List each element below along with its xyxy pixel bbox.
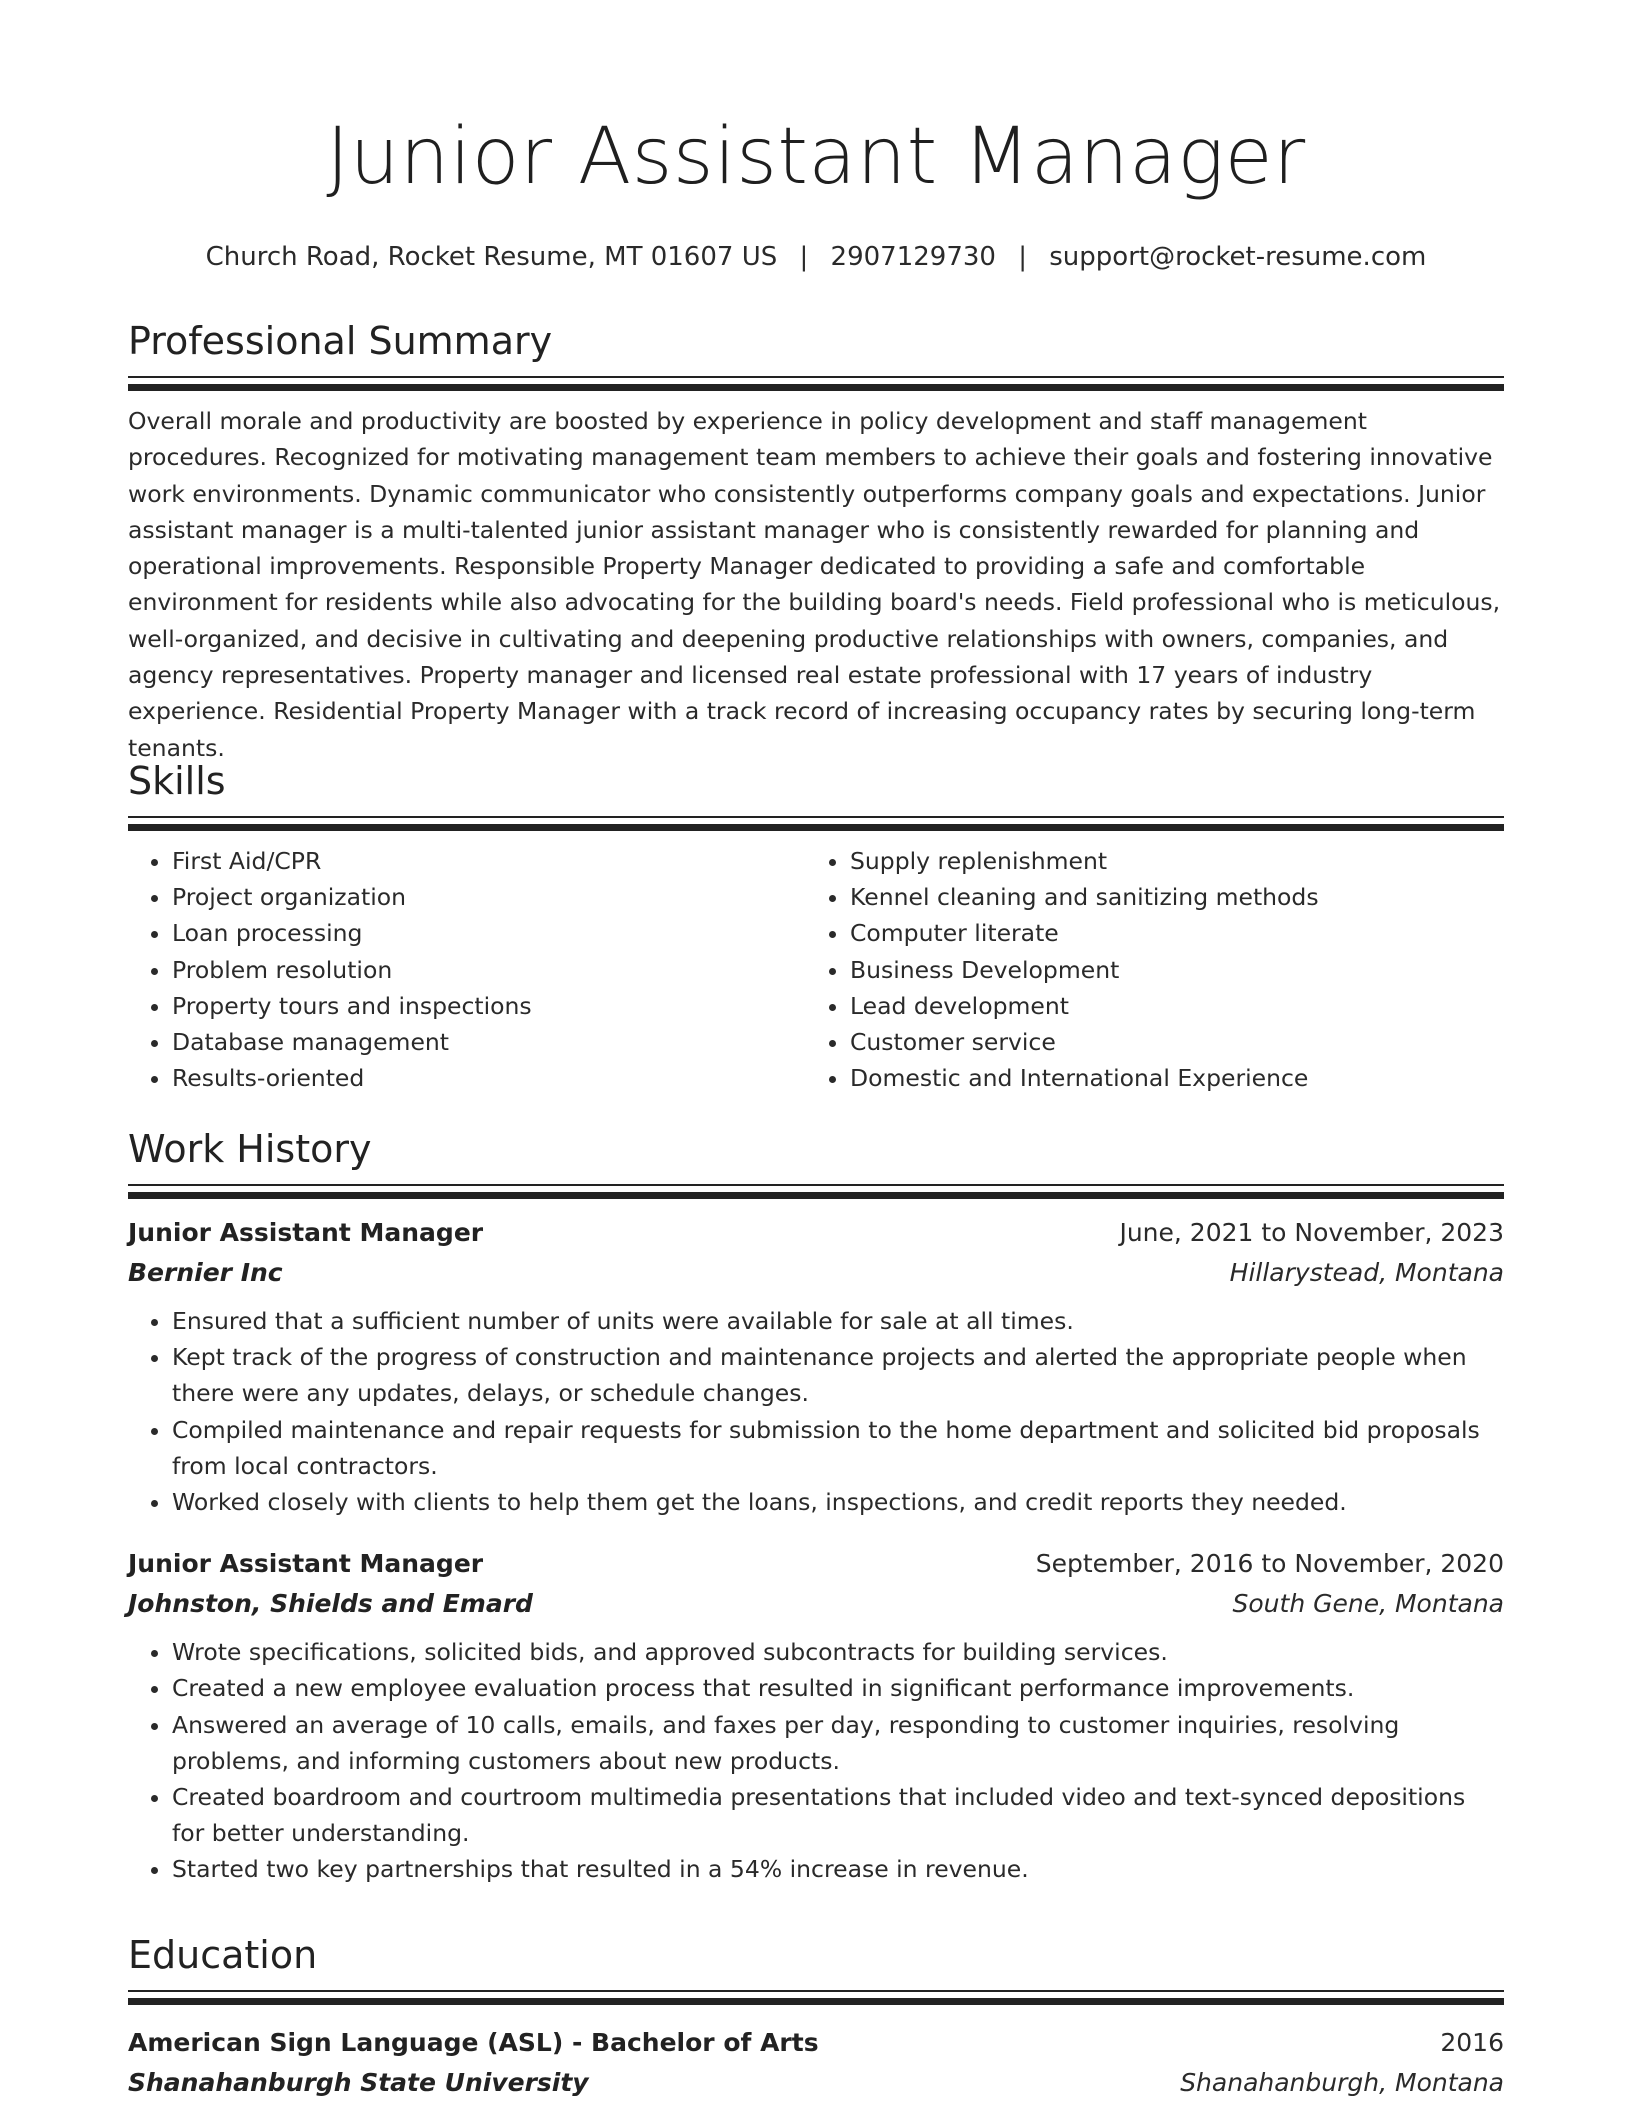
contact-address: Church Road, Rocket Resume, MT 01607 US — [205, 242, 778, 272]
skill-item: • Project organization — [172, 879, 806, 915]
contact-phone: 2907129730 — [830, 242, 996, 272]
job-location: Hillarystead, Montana — [1229, 1258, 1504, 1287]
skill-item: • Lead development — [850, 988, 1484, 1024]
section-divider — [128, 1990, 1504, 2005]
education-section — [128, 1932, 1504, 2103]
skill-item: • Business Development — [850, 952, 1484, 988]
skills-heading: Skills — [128, 759, 226, 803]
section-divider — [128, 1184, 1504, 1199]
education-school: Shanahanburgh State University — [128, 2068, 589, 2097]
job-bullets — [128, 1634, 1504, 1887]
job-entry — [128, 1213, 1504, 1520]
education-entry — [128, 2023, 1504, 2103]
skill-item: • Loan processing — [172, 915, 806, 951]
resume-name: Junior Assistant Manager — [326, 112, 1306, 202]
job-header-row — [128, 1544, 1504, 1584]
summary-text: Overall morale and productivity are boosted by experience in policy development and staff management procedures. Recognized for motivating management team members to achieve their goals and fostering innovative work environments. Dynamic communicator who consistently outperforms company goals and expectations. Junior assistant manager is a multi-talented junior assistant manager who is consistently rewarded for planning and operational improvements. Responsible Property Manager dedicated to providing a safe and comfortable environment for residents while also advocating for the building board's needs. Field professional who is meticulous, well-organized, and decisive in cultivating and deepening productive relationships with owners, companies, and agency representatives. Property manager and licensed real estate professional with 17 years of industry experience. Residential Property Manager with a track record of increasing occupancy rates by securing long-term tenants. — [128, 407, 1501, 762]
contact-separator: | — [799, 242, 809, 272]
job-title: Junior Assistant Manager — [128, 1218, 484, 1247]
job-header-row — [128, 1213, 1504, 1253]
summary-heading: Professional Summary — [128, 319, 553, 363]
skill-item: • Property tours and inspections — [172, 988, 806, 1024]
skill-item: • First Aid/CPR — [172, 843, 806, 879]
job-dates: September, 2016 to November, 2020 — [1035, 1549, 1504, 1579]
job-bullet: • Ensured that a sufficient number of units were available for sale at all times. — [172, 1303, 1504, 1339]
job-entry — [128, 1544, 1504, 1887]
education-location: Shanahanburgh, Montana — [1180, 2068, 1504, 2097]
skills-list-right — [806, 843, 1484, 1096]
job-bullet: • Answered an average of 10 calls, emails, and faxes per day, responding to customer inquiries, resolving problems, and informing customers about new products. — [172, 1707, 1504, 1779]
job-bullet: • Created a new employee evaluation process that resulted in significant performance improvements. — [172, 1670, 1504, 1706]
job-company-row — [128, 1253, 1504, 1293]
skill-item: • Customer service — [850, 1024, 1484, 1060]
job-dates: June, 2021 to November, 2023 — [1119, 1218, 1504, 1247]
job-bullet: • Wrote specifications, solicited bids, and approved subcontracts for building services. — [172, 1634, 1504, 1670]
education-header-row — [128, 2023, 1504, 2063]
education-degree: American Sign Language (ASL) - Bachelor of Arts — [128, 2028, 819, 2057]
education-school-row — [128, 2063, 1504, 2103]
education-year: 2016 — [1440, 2028, 1504, 2057]
job-bullet: • Worked closely with clients to help them get the loans, inspections, and credit reports they needed. — [172, 1484, 1504, 1520]
skill-item: • Problem resolution — [172, 952, 806, 988]
contact-separator: | — [1018, 242, 1027, 272]
job-bullet: • Started two key partnerships that resulted in a 54% increase in revenue. — [172, 1851, 1504, 1887]
job-company: Johnston, Shields and Emard — [128, 1589, 533, 1619]
job-bullets — [128, 1303, 1504, 1520]
contact-email: support@rocket-resume.com — [1049, 242, 1427, 272]
skill-item: • Kennel cleaning and sanitizing methods — [850, 879, 1484, 915]
skill-item: • Database management — [172, 1024, 806, 1060]
work-history-section — [128, 1126, 1504, 1888]
education-heading: Education — [128, 1933, 318, 1977]
skills-columns — [128, 843, 1504, 1096]
section-divider — [128, 376, 1504, 391]
job-bullet: • Compiled maintenance and repair requests for submission to the home department and solicited bid proposals from local contractors. — [172, 1412, 1504, 1484]
job-bullet: • Created boardroom and courtroom multimedia presentations that included video and text-synced depositions for better understanding. — [172, 1779, 1504, 1851]
skill-item: • Results-oriented — [172, 1060, 806, 1096]
skill-item: • Computer literate — [850, 915, 1484, 951]
job-title: Junior Assistant Manager — [128, 1549, 484, 1579]
skill-item: • Supply replenishment — [850, 843, 1484, 879]
job-bullet: • Kept track of the progress of construction and maintenance projects and alerted the appropriate people when there were any updates, delays, or schedule changes. — [172, 1339, 1504, 1411]
work-history-heading: Work History — [128, 1127, 372, 1171]
skills-list-left — [128, 843, 806, 1096]
job-company-row — [128, 1584, 1504, 1624]
contact-line — [128, 242, 1504, 272]
skills-section — [128, 758, 1504, 1096]
job-company: Bernier Inc — [128, 1258, 283, 1287]
section-divider — [128, 816, 1504, 831]
job-location: South Gene, Montana — [1232, 1589, 1504, 1619]
summary-section — [128, 318, 1504, 766]
skill-item: • Domestic and International Experience — [850, 1060, 1484, 1096]
